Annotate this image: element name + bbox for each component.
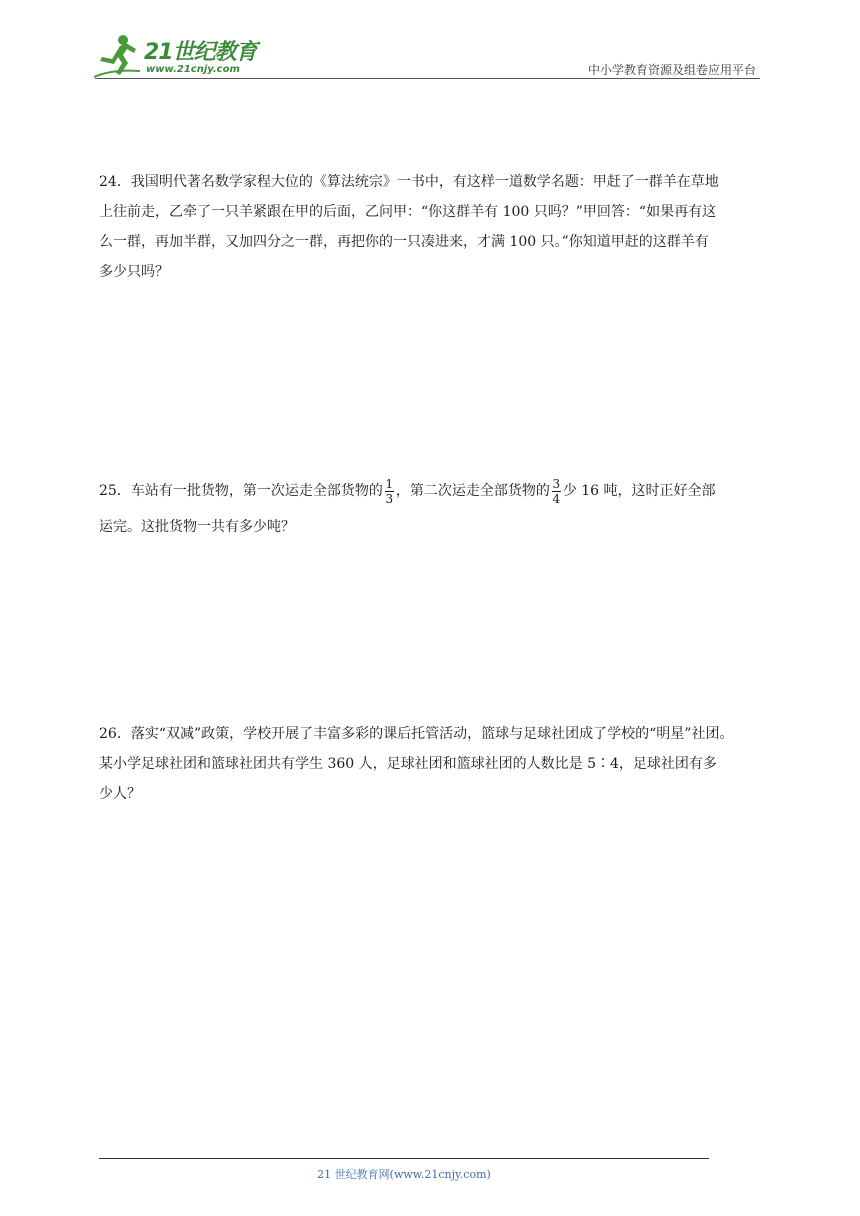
question-24 <box>99 167 764 287</box>
question-25-line-2: 运完。这批货物一共有多少吨？ <box>99 519 295 535</box>
runner-icon <box>92 33 142 79</box>
fraction-three-quarters <box>552 477 561 506</box>
fraction-denominator: 3 <box>385 491 394 506</box>
footer-link[interactable]: 21 世纪教育网(www.21cnjy.com) <box>317 1168 491 1181</box>
logo-text: 21世纪教育 <box>144 40 257 65</box>
page-header <box>0 0 860 90</box>
fraction-denominator: 4 <box>552 491 561 506</box>
footer-divider <box>99 1158 709 1159</box>
question-26-line-1: 26．落实“双减”政策，学校开展了丰富多彩的课后托管活动，篮球与足球社团成了学校的“明星”社团。 <box>99 726 734 742</box>
question-26 <box>99 719 764 809</box>
header-divider <box>95 78 760 79</box>
question-25 <box>99 476 764 542</box>
platform-tagline: 中小学教育资源及组卷应用平台 <box>587 63 756 77</box>
question-24-line-2: 上往前走，乙牵了一只羊紧跟在甲的后面，乙问甲：“你这群羊有 100 只吗？”甲回答：“如果再有这 <box>99 204 717 220</box>
question-25-text-a: 25．车站有一批货物，第一次运走全部货物的 <box>99 483 383 499</box>
site-logo[interactable] <box>92 33 262 79</box>
question-24-line-4: 多少只吗？ <box>99 264 169 280</box>
question-24-line-3: 么一群，再加半群，又加四分之一群，再把你的一只凑进来，才满 100 只。”你知道甲赶的这群羊有 <box>99 234 709 250</box>
fraction-one-third <box>385 477 394 506</box>
question-24-line-1: 24．我国明代著名数学家程大位的《算法统宗》一书中，有这样一道数学名题：甲赶了一群羊在草地 <box>99 174 719 190</box>
question-25-line-1 <box>99 476 764 506</box>
logo-url: www.21cnjy.com <box>146 64 240 75</box>
question-25-text-b: ，第二次运走全部货物的 <box>395 483 550 499</box>
fraction-numerator: 3 <box>552 476 561 491</box>
question-26-line-3: 少人？ <box>99 786 141 802</box>
question-25-text-c: 少 16 吨，这时正好全部 <box>562 483 716 499</box>
fraction-numerator: 1 <box>385 476 394 491</box>
question-26-line-2: 某小学足球社团和篮球社团共有学生 360 人，足球社团和篮球社团的人数比是 5∶4，足球社团有多 <box>99 756 717 772</box>
